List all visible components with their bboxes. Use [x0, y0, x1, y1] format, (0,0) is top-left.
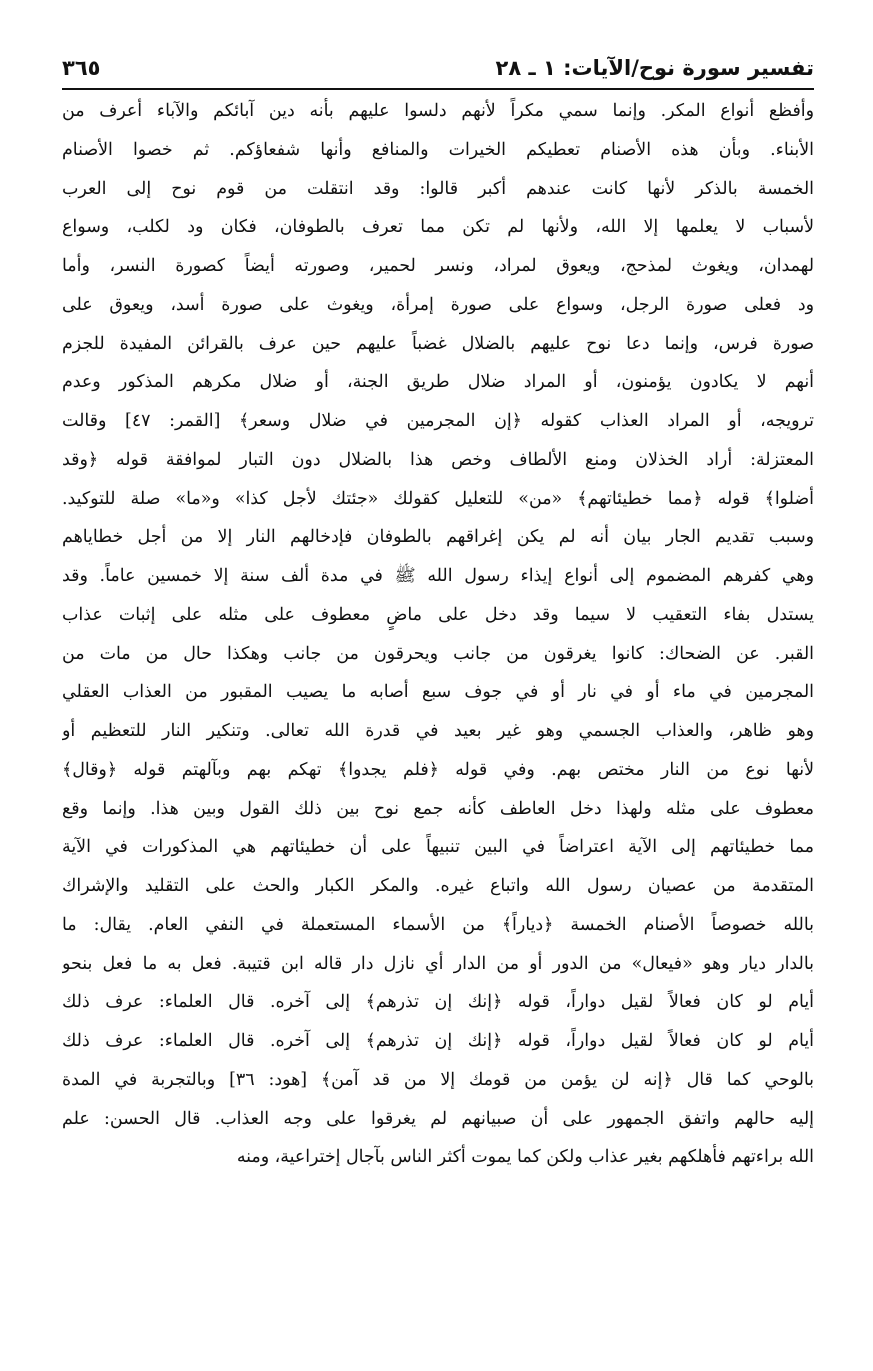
text-line: أيام لو كان فعالاً لقيل دواراً، قوله ﴿إنك إن تذرهم﴾ إلى آخره. قال العلماء: عرف ذلك [62, 1031, 814, 1051]
page-number: ٣٦٥ [62, 56, 101, 80]
text-line: وأفظع أنواع المكر. وإنما سمي مكراً لأنهم دلسوا عليهم بأنه دين آبائكم والآباء أعرف من [62, 101, 814, 121]
text-line: وهي كفرهم المضموم إلى أنواع إيذاء رسول الله ﷺ في مدة ألف سنة إلا خمسين عاماً. وقد [62, 566, 814, 586]
text-line: أنهم لا يكادون يؤمنون، أو المراد ضلال طريق الجنة، أو ضلال مكرهم المذكور وعدم [62, 372, 814, 393]
header-title: تفسير سورة نوح/الآيات: ١ ـ ٢٨ [495, 56, 814, 80]
text-line: أضلوا﴾ قوله ﴿مما خطيئاتهم﴾ «من» للتعليل كقولك «جئتك لأجل كذا» و«ما» صلة للتوكيد. [62, 488, 814, 509]
text-line: المتقدمة من عصيان رسول الله واتباع غيره. والمكر الكبار والحث على التقليد والإشراك [62, 876, 814, 896]
text-line: ترويجه، أو المراد العذاب كقوله ﴿إن المجرمين في ضلال وسعر﴾ [القمر: ٤٧] وقالت [62, 411, 814, 431]
body-text [62, 92, 814, 1177]
running-header [62, 52, 814, 86]
text-line: ود فعلى صورة الرجل، وسواع على صورة إمرأة، ويغوث على صورة أسد، ويعوق على [62, 294, 814, 315]
text-line: المجرمين في ماء أو في نار أو في جوف سبع أصابه ما يصيب المقبور من العذاب العقلي [62, 682, 814, 703]
text-line: لهمدان، ويغوث لمذحج، ويعوق لمراد، ونسر لحمير، وصورته أيضاً كصورة النسر، وأما [62, 256, 814, 276]
text-line: الخمسة بالذكر لأنها كانت عندهم أكبر قالوا: وقد انتقلت من قوم نوح إلى العرب [62, 178, 814, 199]
text-line: إليه حالهم واتفق الجمهور على أن صبيانهم لم يغرقوا على وجه العذاب. قال الحسن: علم [62, 1108, 814, 1129]
text-line: وسبب تقديم الجار بيان أنه لم يكن إغراقهم بالطوفان فإدخالهم النار إلا من أجل خطاياهم [62, 527, 814, 548]
text-line: الأبناء. وبأن هذه الأصنام تعطيكم الخيرات والمنافع وأنها شفعاؤكم. ثم خصوا الأصنام [62, 139, 814, 160]
text-line: القبر. عن الضحاك: كانوا يغرقون من جانب ويحرقون من جانب وهكذا حال من مات من [62, 643, 814, 664]
text-line: صورة فرس، وإنما دعا نوح عليهم بالضلال غضباً عليهم حين عرف بالقرائن المفيدة للجزم [62, 333, 814, 354]
header-rule [62, 88, 814, 90]
text-line: وهو ظاهر، والعذاب الجسمي وهو غير بعيد في قدرة الله تعالى. وتنكير النار للتعظيم أو [62, 721, 814, 741]
page [62, 52, 814, 1168]
text-line: مما خطيئاتهم إلى الآية اعتراضاً في البين تنبيهاً على أن خطيئاتهم هي المذكورات في الآية [62, 837, 814, 858]
text-line: لأنها نوع من النار مختص بهم. وفي قوله ﴿فلم يجدوا﴾ تهكم بهم وبآلهتم قوله ﴿وقال﴾ [62, 759, 814, 780]
text-line: المعتزلة: أراد الخذلان ومنع الألطاف وخص هذا بالضلال دون التبار لموافقة قوله ﴿وقد [62, 449, 814, 470]
text-line: معطوف على مثله ولهذا دخل العاطف كأنه جمع نوح بين ذلك القول وبين هذا. وإنما وقع [62, 798, 814, 819]
text-line: بالله خصوصاً الأصنام الخمسة ﴿دياراً﴾ من الأسماء المستعملة في النفي العام. يقال: ما [62, 914, 814, 935]
text-line: أيام لو كان فعالاً لقيل دواراً، قوله ﴿إنك إن تذرهم﴾ إلى آخره. قال العلماء: عرف ذلك [62, 992, 814, 1013]
text-line: الله براءتهم فأهلكهم بغير عذاب ولكن كما يموت أكثر الناس بآجال إختراعية، ومنه [236, 1147, 814, 1168]
text-line: بالوحي كما قال ﴿إنه لن يؤمن من قومك إلا من قد آمن﴾ [هود: ٣٦] وبالتجربة في المدة [62, 1069, 814, 1090]
text-line: لأسباب لا يعلمها إلا الله، ولأنها لم تكن مما تعرف بالطوفان، فكان ود لكلب، وسواع [62, 217, 814, 238]
text-line: بالدار ديار وهو «فيعال» من الدور أو من الدار أي نازل دار قاله ابن قتيبة. فعل به ما فعل بنحو [62, 953, 814, 974]
text-line: يستدل بفاء التعقيب لا سيما وقد دخل على ماضٍ معطوف على مثله على إثبات عذاب [62, 604, 814, 625]
